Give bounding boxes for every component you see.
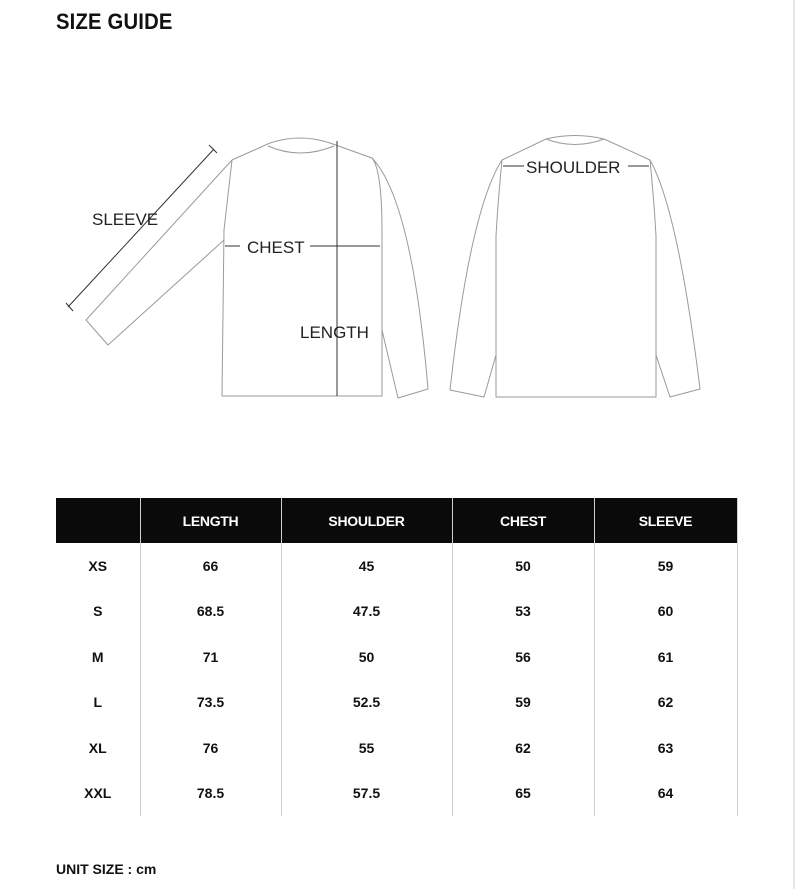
size-cell: XXL bbox=[84, 785, 112, 802]
shoulder-cell: 55 bbox=[281, 725, 452, 771]
chest-cell: 50 bbox=[452, 543, 594, 589]
front-measure-lines bbox=[66, 141, 380, 396]
table-row bbox=[56, 543, 737, 589]
length-cell: 66 bbox=[140, 543, 281, 589]
table-row bbox=[56, 589, 737, 635]
unit-size-note: UNIT SIZE : cm bbox=[56, 861, 157, 877]
shoulder-cell: 45 bbox=[281, 543, 452, 589]
shoulder-cell: 52.5 bbox=[281, 680, 452, 726]
chest-cell: 59 bbox=[452, 680, 594, 726]
size-cell: XL bbox=[88, 739, 107, 756]
sleeve-cell: 62 bbox=[594, 680, 737, 726]
shoulder-cell: 57.5 bbox=[281, 771, 452, 817]
table-header-row bbox=[56, 498, 737, 543]
page-title: SIZE GUIDE bbox=[56, 9, 173, 34]
header-length: LENGTH bbox=[140, 498, 281, 543]
chest-label: CHEST bbox=[247, 238, 305, 257]
size-cell: L bbox=[93, 694, 103, 711]
length-cell: 71 bbox=[140, 634, 281, 680]
chest-cell: 65 bbox=[452, 771, 594, 817]
length-cell: 68.5 bbox=[140, 589, 281, 635]
table-row bbox=[56, 725, 737, 771]
header-shoulder: SHOULDER bbox=[281, 498, 452, 543]
size-table bbox=[56, 498, 738, 816]
table-row bbox=[56, 771, 737, 817]
table-row bbox=[56, 680, 737, 726]
shoulder-label: SHOULDER bbox=[526, 158, 621, 177]
shoulder-cell: 47.5 bbox=[281, 589, 452, 635]
table-row bbox=[56, 634, 737, 680]
measurement-diagram bbox=[0, 100, 795, 420]
size-cell: M bbox=[91, 648, 104, 665]
size-cell: S bbox=[93, 603, 103, 620]
sleeve-cell: 60 bbox=[594, 589, 737, 635]
shoulder-cell: 50 bbox=[281, 634, 452, 680]
header-sleeve: SLEEVE bbox=[594, 498, 737, 543]
size-cell: XS bbox=[88, 557, 108, 574]
chest-cell: 62 bbox=[452, 725, 594, 771]
length-cell: 76 bbox=[140, 725, 281, 771]
sleeve-cell: 64 bbox=[594, 771, 737, 817]
length-cell: 78.5 bbox=[140, 771, 281, 817]
sleeve-label: SLEEVE bbox=[92, 210, 159, 229]
header-size bbox=[56, 498, 140, 543]
chest-cell: 53 bbox=[452, 589, 594, 635]
sleeve-cell: 59 bbox=[594, 543, 737, 589]
length-label: LENGTH bbox=[300, 323, 369, 342]
header-chest: CHEST bbox=[452, 498, 594, 543]
chest-cell: 56 bbox=[452, 634, 594, 680]
sleeve-cell: 61 bbox=[594, 634, 737, 680]
sleeve-cell: 63 bbox=[594, 725, 737, 771]
front-shirt-illustration bbox=[86, 138, 428, 398]
length-cell: 73.5 bbox=[140, 680, 281, 726]
